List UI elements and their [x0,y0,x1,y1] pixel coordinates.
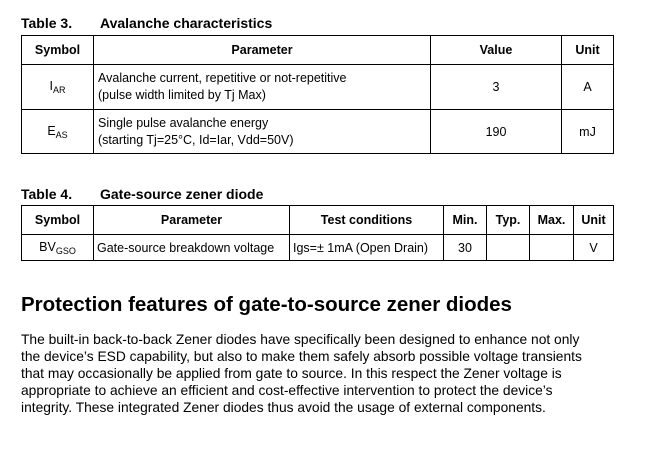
symbol-main: BV [39,239,56,254]
section-paragraph [21,331,621,416]
symbol-main: I [49,79,53,93]
paragraph-line: the device’s ESD capability, but also to make them safely absorb possible voltage transients [21,349,582,364]
table4-caption [21,186,264,202]
unit-cell: V [574,235,614,261]
table-row [22,110,614,154]
paragraph-line: The built-in back-to-back Zener diodes have specifically been designed to enhance not only [21,332,580,347]
table3-label: Table 3. [21,15,73,31]
unit-cell: A [562,65,614,110]
unit-cell: mJ [562,110,614,154]
parameter-line: Avalanche current, repetitive or not-repetitive [98,71,347,85]
column-header-min: Min. [444,206,487,235]
table-header-row [22,206,614,235]
symbol-subscript: AS [55,129,68,140]
column-header-unit: Unit [574,206,614,235]
test-conditions-cell: Igs=± 1mA (Open Drain) [290,235,444,261]
table-row [22,235,614,261]
symbol-cell [22,110,94,154]
min-cell: 30 [444,235,487,261]
symbol-cell [22,65,94,110]
symbol-cell [22,235,94,261]
parameter-line: (pulse width limited by Tj Max) [98,88,266,102]
column-header-unit: Unit [562,36,614,65]
table3-caption [21,15,273,31]
column-header-symbol: Symbol [22,36,94,65]
symbol-main: E [47,123,56,138]
column-header-parameter: Parameter [94,206,290,235]
max-cell [530,235,574,261]
parameter-line: (starting Tj=25°C, Id=Iar, Vdd=50V) [98,132,294,147]
column-header-typ: Typ. [487,206,530,235]
table-header-row [22,36,614,65]
symbol-subscript: AR [52,85,66,95]
paragraph-line: that may occasionally be applied from gate to source. In this respect the Zener voltage is [21,366,562,381]
column-header-symbol: Symbol [22,206,94,235]
column-header-parameter: Parameter [94,36,431,65]
value-cell: 3 [431,65,562,110]
parameter-cell: Gate-source breakdown voltage [94,235,290,261]
gate-source-zener-diode-table [21,205,614,261]
symbol-subscript: GSO [55,245,76,256]
parameter-cell [94,110,431,154]
parameter-line: Single pulse avalanche energy [98,115,269,130]
column-header-value: Value [431,36,562,65]
section-heading: Protection features of gate-to-source zener diodes [21,293,512,316]
column-header-max: Max. [530,206,574,235]
table4-title: Gate-source zener diode [100,186,264,202]
table4-label: Table 4. [21,186,73,202]
column-header-test-conditions: Test conditions [290,206,444,235]
parameter-cell [94,65,431,110]
value-cell: 190 [431,110,562,154]
paragraph-line: integrity. These integrated Zener diodes thus avoid the usage of external components. [21,400,546,415]
typ-cell [487,235,530,261]
table3-title: Avalanche characteristics [100,15,273,31]
table-row [22,65,614,110]
paragraph-line: appropriate to achieve an efficient and cost-effective intervention to protect the device’s [21,383,553,398]
avalanche-characteristics-table [21,35,614,154]
